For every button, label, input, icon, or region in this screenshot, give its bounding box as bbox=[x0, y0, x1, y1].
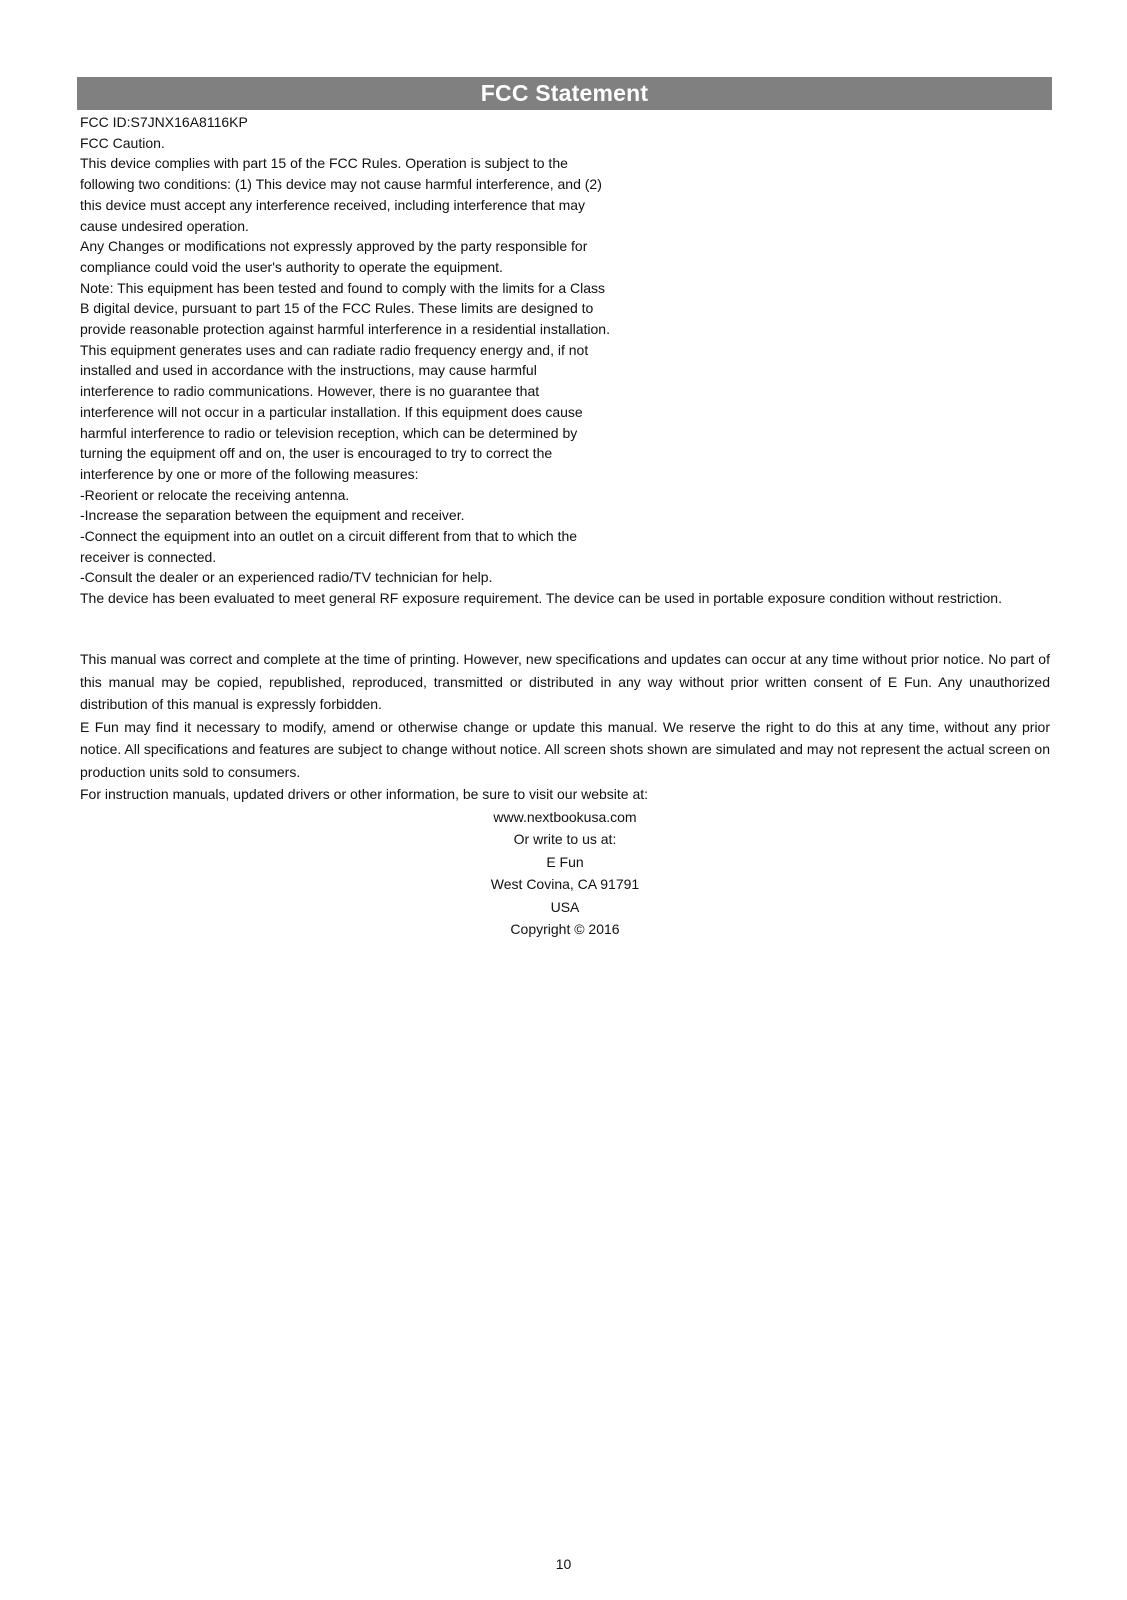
manual-paragraph: For instruction manuals, updated drivers or other information, be sure to visit our website at: bbox=[80, 786, 649, 802]
manual-disclaimer bbox=[80, 648, 1050, 941]
fcc-text-line: This device complies with part 15 of the FCC Rules. Operation is subject to the bbox=[80, 155, 568, 172]
company-country: USA bbox=[550, 898, 580, 915]
fcc-measure-line: receiver is connected. bbox=[80, 548, 217, 565]
fcc-measure-line: -Reorient or relocate the receiving antenna. bbox=[80, 486, 350, 503]
fcc-text-line: this device must accept any interference received, including interference that may bbox=[80, 196, 586, 213]
fcc-text-line: installed and used in accordance with the instructions, may cause harmful bbox=[80, 362, 537, 379]
page-number: 10 bbox=[555, 1556, 572, 1572]
fcc-text-line: This equipment generates uses and can radiate radio frequency energy and, if not bbox=[80, 341, 589, 358]
page-title: FCC Statement bbox=[77, 77, 1052, 110]
write-to-text: Or write to us at: bbox=[513, 831, 617, 847]
fcc-caution-line: FCC Caution. bbox=[80, 134, 165, 151]
fcc-text-line: Note: This equipment has been tested and found to comply with the limits for a Class bbox=[80, 279, 606, 296]
fcc-text-line: interference by one or more of the following measures: bbox=[80, 465, 419, 482]
fcc-id-line: FCC ID:S7JNX16A8116KP bbox=[80, 114, 248, 130]
copyright-text: Copyright © 2016 bbox=[510, 921, 620, 937]
company-city: West Covina, CA 91791 bbox=[490, 876, 640, 892]
company-name: E Fun bbox=[546, 853, 584, 870]
fcc-text-line: B digital device, pursuant to part 15 of the FCC Rules. These limits are designed to bbox=[80, 300, 594, 317]
fcc-statement-body bbox=[80, 112, 1050, 609]
fcc-text-line: provide reasonable protection against harmful interference in a residential installation. bbox=[80, 321, 610, 338]
fcc-text-line: interference will not occur in a particular installation. If this equipment does cause bbox=[80, 403, 583, 420]
fcc-text-line: interference to radio communications. However, there is no guarantee that bbox=[80, 383, 540, 400]
fcc-measure-line: -Connect the equipment into an outlet on a circuit different from that to which the bbox=[80, 528, 578, 545]
fcc-measure-line: -Consult the dealer or an experienced radio/TV technician for help. bbox=[80, 569, 493, 586]
manual-paragraph: E Fun may find it necessary to modify, amend or otherwise change or update this manual. We reserve the right to do this at any time, without any prior notice. All specifications and features are subject to change without notice. All screen shots shown are simulated and may not represent the actual screen on production units sold to consumers. bbox=[80, 718, 1050, 780]
fcc-text-line: turning the equipment off and on, the user is encouraged to try to correct the bbox=[80, 445, 553, 462]
website-link[interactable]: www.nextbookusa.com bbox=[493, 808, 637, 825]
fcc-text-line: harmful interference to radio or television reception, which can be determined by bbox=[80, 424, 578, 441]
fcc-text-line: following two conditions: (1) This device may not cause harmful interference, and (2) bbox=[80, 176, 602, 193]
manual-paragraph: This manual was correct and complete at the time of printing. However, new specifications and updates can occur at any time without prior notice. No part of this manual may be copied, republished, reproduced, transmitted or distributed in any way without prior written consent of E Fun. Any unauthorized distribution of this manual is expressly forbidden. bbox=[80, 651, 1050, 712]
fcc-text-line: cause undesired operation. bbox=[80, 217, 249, 234]
fcc-text-line: Any Changes or modifications not expressly approved by the party responsible for bbox=[80, 238, 588, 255]
fcc-measure-line: -Increase the separation between the equipment and receiver. bbox=[80, 507, 465, 524]
fcc-text-line: compliance could void the user's authority to operate the equipment. bbox=[80, 258, 503, 275]
rf-exposure-text: The device has been evaluated to meet general RF exposure requirement. The device can be used in portable exposure condition without restriction. bbox=[80, 590, 1002, 607]
